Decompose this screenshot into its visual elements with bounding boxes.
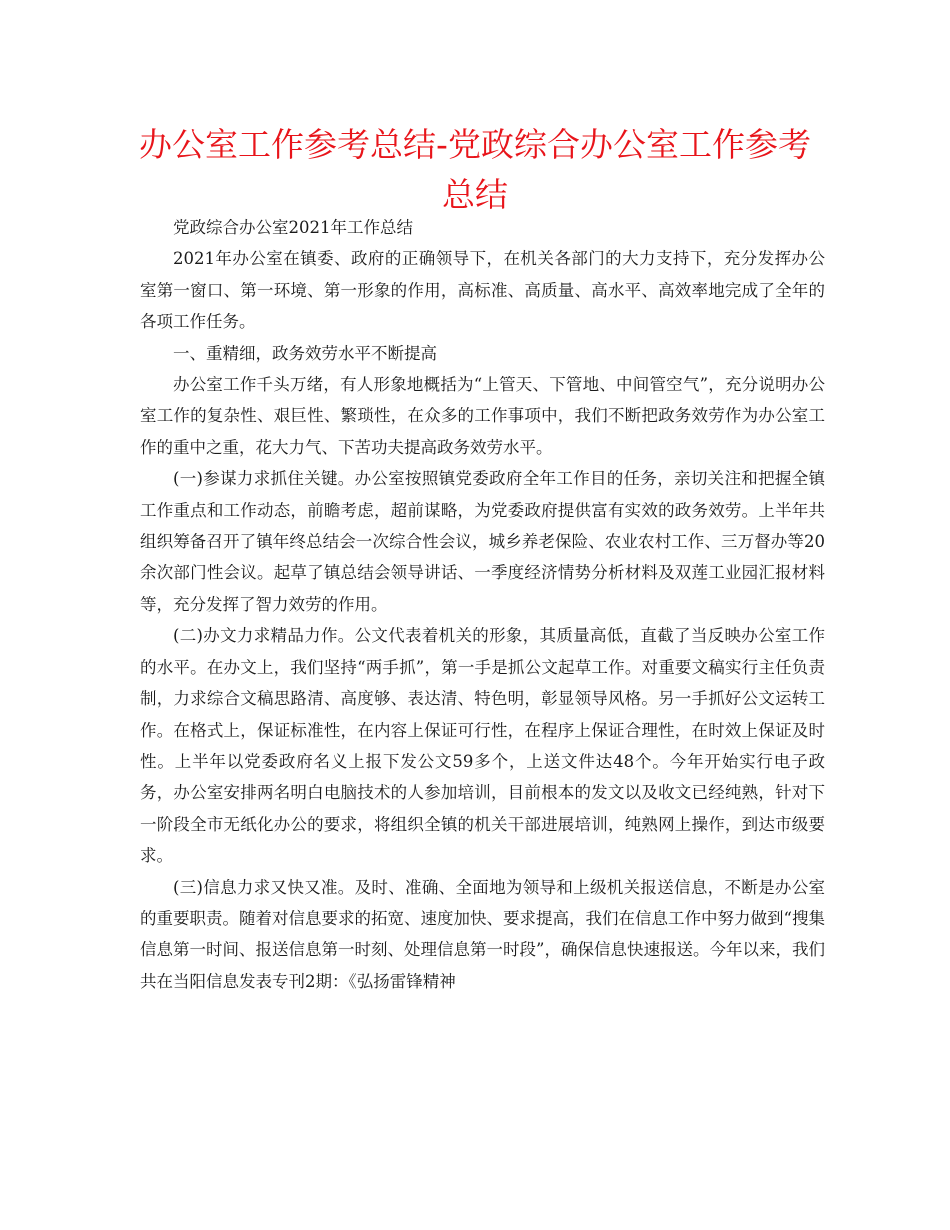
document-title: 办公室工作参考总结-党政综合办公室工作参考总结 [139,125,811,214]
paragraph: (二)办文力求精品力作。公文代表着机关的形象，其质量高低，直截了当反映办公室工作的水平。在办文上，我们坚持“两手抓”，第一手是抓公文起草工作。对重要文稿实行主任负责制，力求综合文稿思路清、高度够、表达清、特色明，彰显领导风格。另一手抓好公文运转工作。在格式上，保证标准性，在内容上保证可行性，在程序上保证合理性，在时效上保证及时性。上半年以党委政府名义上报下发公文59多个，上送文件达48个。今年开始实行电子政务，办公室安排两名明白电脑技术的人参加培训，目前根本的发文以及收文已经纯熟，针对下一阶段全市无纸化办公的要求，将组织全镇的机关干部进展培训，纯熟网上操作，到达市级要求。 [140,626,825,866]
paragraph: 2021年办公室在镇委、政府的正确领导下，在机关各部门的大力支持下，充分发挥办公室第一窗口、第一环境、第一形象的作用，高标准、高质量、高水平、高效率地完成了全年的各项工作任务。 [140,249,825,332]
paragraph: (三)信息力求又快又准。及时、准确、全面地为领导和上级机关报送信息，不断是办公室的重要职责。随着对信息要求的拓宽、速度加快、要求提高，我们在信息工作中努力做到“搜集信息第一时间、报送信息第一时刻、处理信息第一时段”，确保信息快速报送。今年以来，我们共在当阳信息发表专刊2期：《弘扬雷锋精神 [140,877,825,991]
paragraph-heading: 党政综合办公室2021年工作总结 [173,218,413,237]
paragraph: (一)参谋力求抓住关键。办公室按照镇党委政府全年工作目的任务，亲切关注和把握全镇工作重点和工作动态，前瞻考虑，超前谋略，为党委政府提供富有实效的政务效劳。上半年共组织筹备召开了镇年终总结会一次综合性会议，城乡养老保险、农业农村工作、三万督办等20余次部门性会议。起草了镇总结会领导讲话、一季度经济情势分析材料及双莲工业园汇报材料等，充分发挥了智力效劳的作用。 [140,469,825,614]
document-body [140,212,825,997]
paragraph: 办公室工作千头万绪，有人形象地概括为“上管天、下管地、中间管空气”，充分说明办公室工作的复杂性、艰巨性、繁琐性，在众多的工作事项中，我们不断把政务效劳作为办公室工作的重中之重，花大力气、下苦功夫提高政务效劳水平。 [140,375,825,457]
section-heading: 一、重精细，政务效劳水平不断提高 [173,343,437,363]
